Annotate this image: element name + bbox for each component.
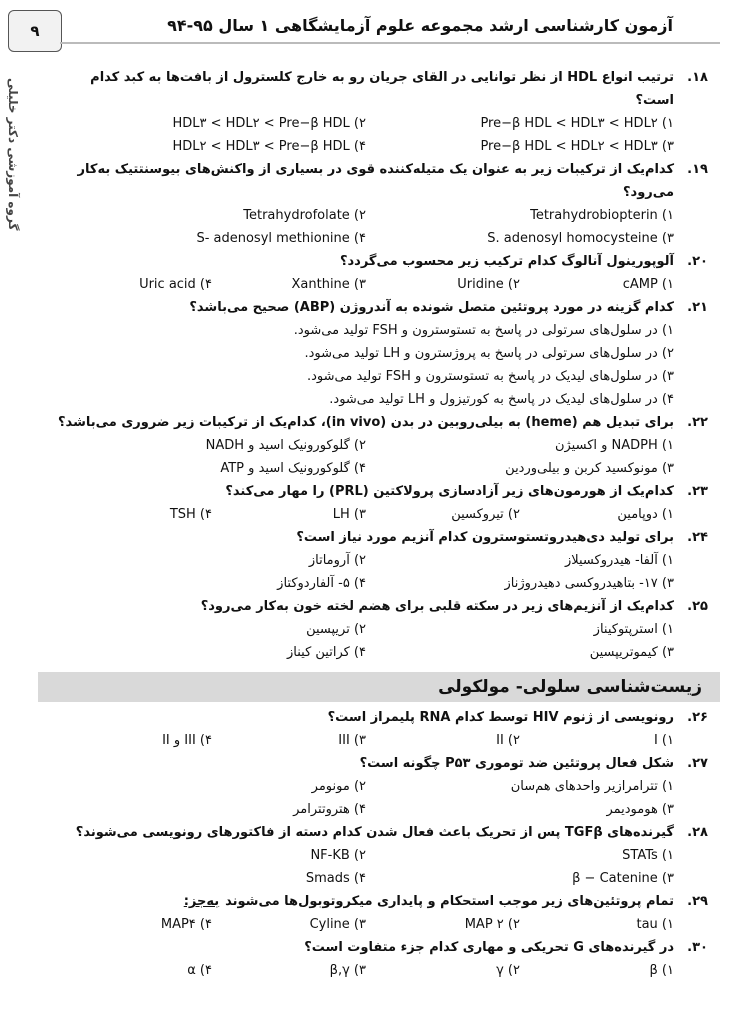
question-text: رونویسی از ژنوم HIV توسط کدام RNA پلیمراز است؟ (327, 710, 674, 725)
answer-option: ۳) LH (332, 507, 366, 522)
question-text: برای تبدیل هم (heme) به بیلی‌روبین در بدن (in vivo)، کدام‌یک از ترکیبات زیر ضروری می‌باشد؟ (58, 415, 674, 430)
answer-option: ۴) کراتین کیناز (286, 645, 366, 660)
answer-option: ۳) در سلول‌های لیدیک در پاسخ به تستوسترون و FSH تولید می‌شود. (306, 369, 674, 384)
header-divider (60, 42, 720, 44)
question-item (58, 706, 708, 752)
question-item (58, 158, 708, 250)
answer-option: ۱) NADPH و اکسیژن (554, 438, 674, 453)
answer-option: ۴) MAP۴ (160, 917, 212, 932)
answer-option: ۴) گلوکورونیک اسید و ATP (220, 461, 366, 476)
answer-option: ۲) HDL۳ < HDL۲ < Pre−β HDL (172, 116, 366, 131)
answer-option: ۲) تریپسین (306, 622, 366, 637)
answer-option: ۴) در سلول‌های لیدیک در پاسخ به کورتیزول و LH تولید می‌شود. (329, 392, 674, 407)
page-header (8, 6, 720, 56)
question-stem (58, 480, 708, 503)
question-text: شکل فعال پروتئین ضد توموری P۵۳ چگونه است؟ (359, 756, 674, 771)
question-number: ۱۹. (687, 162, 708, 177)
question-text: کدام‌یک از آنزیم‌های زیر در سکته قلبی برای هضم لخته خون به‌کار می‌رود؟ (200, 599, 674, 614)
answer-option: ۴) α (187, 963, 212, 978)
answer-options (58, 729, 708, 752)
question-text: آلوپورینول آنالوگ کدام ترکیب زیر محسوب می‌گردد؟ (339, 254, 674, 269)
question-item (58, 411, 708, 480)
question-stem (58, 936, 708, 959)
answer-option: ۳) β − Catenine (572, 871, 674, 886)
question-stem (58, 250, 708, 273)
question-item (58, 890, 708, 936)
question-text: در گیرنده‌های G تحریکی و مهاری کدام جزء متفاوت است؟ (304, 940, 674, 955)
side-watermark-text: گروه آموزشی دکتر خلیلی (6, 78, 20, 231)
question-item (58, 595, 708, 664)
question-number: ۲۴. (687, 530, 708, 545)
answer-option: ۲) تیروکسین (451, 507, 520, 522)
answer-option: ۱) آلفا- هیدروکسیلاز (564, 553, 674, 568)
answer-option: ۴) هتروتترامر (293, 802, 366, 817)
answer-options (58, 618, 708, 664)
answer-option: ۱) Tetrahydrobiopterin (530, 208, 674, 223)
answer-option: ۴) Uric acid (139, 277, 212, 292)
answer-option: ۳) مونوکسید کربن و بیلی‌وردین (505, 461, 674, 476)
question-number: ۲۰. (687, 254, 708, 269)
page-number: ۹ (8, 10, 62, 52)
answer-option: ۳) Pre−β HDL < HDL۲ < HDL۳ (480, 139, 674, 154)
answer-option: ۲) آروماتاز (308, 553, 366, 568)
question-text: گیرنده‌های TGFβ پس از تحریک باعث فعال شدن کدام دسته از فاکتورهای رونویسی می‌شوند؟ (75, 825, 674, 840)
answer-options (58, 112, 708, 158)
question-number: ۲۶. (687, 710, 708, 725)
answer-option: ۲) Tetrahydrofolate (243, 208, 366, 223)
question-stem (58, 66, 708, 112)
section-title: زیست‌شناسی سلولی- مولکولی (38, 672, 720, 702)
question-list-cell-biology (58, 706, 708, 982)
question-item (58, 821, 708, 890)
question-stem (58, 595, 708, 618)
question-item (58, 526, 708, 595)
question-number: ۳۰. (687, 940, 708, 955)
question-text: تمام پروتئین‌های زیر موجب استحکام و پایداری میکروتوبول‌ها می‌شوند (225, 894, 674, 909)
question-item (58, 752, 708, 821)
question-item (58, 250, 708, 296)
exam-content (58, 66, 708, 982)
answer-option: ۱) β (649, 963, 674, 978)
answer-option: ۳) β,γ (329, 963, 366, 978)
answer-option: ۴) HDL۲ < HDL۳ < Pre−β HDL (172, 139, 366, 154)
question-number: ۲۷. (687, 756, 708, 771)
answer-options (58, 319, 708, 411)
answer-option: ۴) S- adenosyl methionine (196, 231, 366, 246)
answer-option: ۱) در سلول‌های سرتولی در پاسخ به تستوسترون و FSH تولید می‌شود. (293, 323, 674, 338)
answer-option: ۴) Smads (305, 871, 366, 886)
answer-option: ۲) Uridine (457, 277, 520, 292)
question-item (58, 296, 708, 411)
answer-options (58, 913, 708, 936)
answer-option: ۲) گلوکورونیک اسید و NADH (205, 438, 366, 453)
answer-option: ۳) S. adenosyl homocysteine (487, 231, 674, 246)
answer-option: ۲) γ (496, 963, 520, 978)
question-stem (58, 296, 708, 319)
question-stem (58, 706, 708, 729)
answer-option: ۳) هومودیمر (606, 802, 674, 817)
answer-option: ۳) ۱۷- بتاهیدروکسی دهیدروژناز (504, 576, 674, 591)
answer-option: ۱) cAMP (622, 277, 674, 292)
answer-option: ۱) I (653, 733, 674, 748)
answer-options (58, 959, 708, 982)
answer-options (58, 204, 708, 250)
answer-option: ۱) Pre−β HDL < HDL۳ < HDL۲ (480, 116, 674, 131)
question-item (58, 66, 708, 158)
question-text-underlined: به‌جز: (183, 894, 220, 909)
answer-options (58, 273, 708, 296)
answer-option: ۴) III و II (162, 733, 212, 748)
question-text: کدام‌یک از هورمون‌های زیر آزادسازی پرولاکتین (PRL) را مهار می‌کند؟ (225, 484, 674, 499)
answer-options (58, 549, 708, 595)
question-text: کدام گزینه در مورد پروتئین متصل شونده به آندروژن (ABP) صحیح می‌باشد؟ (189, 300, 674, 315)
question-number: ۲۵. (687, 599, 708, 614)
answer-option: ۱) تترامرازیر واحدهای هم‌سان (510, 779, 674, 794)
answer-options (58, 503, 708, 526)
question-number: ۲۸. (687, 825, 708, 840)
answer-option: ۱) tau (636, 917, 674, 932)
answer-options (58, 775, 708, 821)
question-stem (58, 821, 708, 844)
question-stem (58, 411, 708, 434)
question-stem (58, 526, 708, 549)
question-number: ۱۸. (687, 70, 708, 85)
question-stem (58, 752, 708, 775)
question-stem (58, 890, 708, 913)
question-number: ۲۳. (687, 484, 708, 499)
question-list-biochemistry (58, 66, 708, 664)
answer-option: ۲) در سلول‌های سرتولی در پاسخ به پروژسترون و LH تولید می‌شود. (304, 346, 674, 361)
question-item (58, 480, 708, 526)
answer-option: ۱) استرپتوکیناز (593, 622, 674, 637)
answer-option: ۲) NF-KB (310, 848, 366, 863)
answer-option: ۳) Cyline (309, 917, 366, 932)
question-text: ترتیب انواع HDL از نظر توانایی در القای جریان رو به خارج کلسترول از بافت‌ها به کبد کدام است؟ (90, 70, 674, 108)
answer-option: ۲) MAP ۲ (464, 917, 520, 932)
question-number: ۲۲. (687, 415, 708, 430)
question-number: ۲۹. (687, 894, 708, 909)
question-item (58, 936, 708, 982)
answer-options (58, 434, 708, 480)
question-stem (58, 158, 708, 204)
question-text: کدام‌یک از ترکیبات زیر به عنوان یک متیله‌کننده قوی در بسیاری از واکنش‌های بیوسنتتیک به‌کار می‌رود؟ (77, 162, 674, 200)
answer-option: ۱) دوپامین (617, 507, 674, 522)
answer-option: ۳) Xanthine (291, 277, 366, 292)
answer-option: ۴) ۵- آلفاردوکتاز (277, 576, 366, 591)
page-title: آزمون کارشناسی ارشد مجموعه علوم آزمایشگاهی ۱ سال ۹۵-۹۴ (167, 16, 673, 35)
question-text: برای تولید دی‌هیدروتستوسترون کدام آنزیم مورد نیاز است؟ (296, 530, 674, 545)
answer-option: ۱) STATs (622, 848, 674, 863)
answer-option: ۲) II (496, 733, 520, 748)
answer-option: ۳) III (338, 733, 366, 748)
answer-option: ۲) مونومر (311, 779, 366, 794)
answer-option: ۴) TSH (169, 507, 212, 522)
answer-options (58, 844, 708, 890)
question-number: ۲۱. (687, 300, 708, 315)
answer-option: ۳) کیموتریپسین (589, 645, 674, 660)
